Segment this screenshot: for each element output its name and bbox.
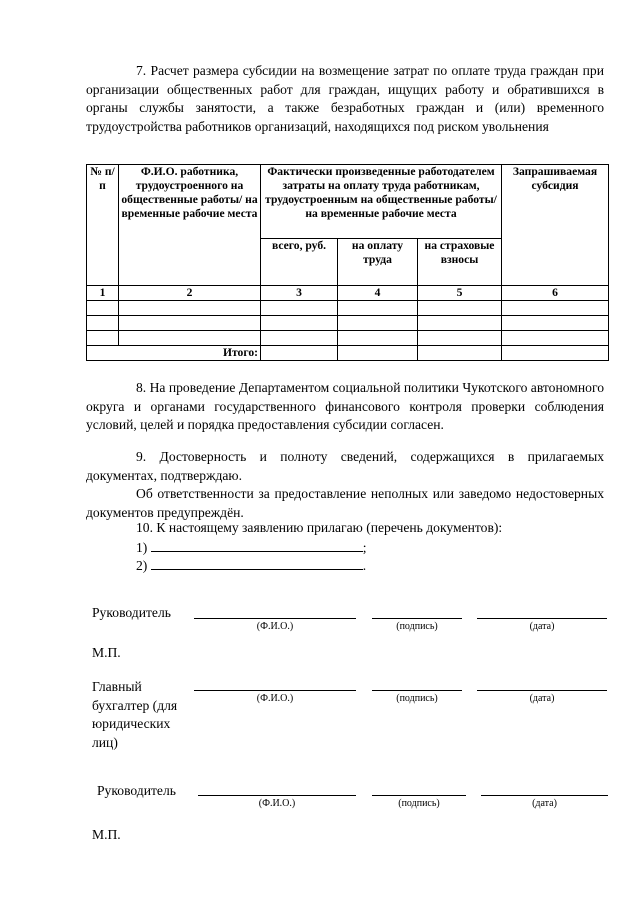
- head2-label: Руководитель: [97, 783, 176, 798]
- col-number: 6: [502, 286, 609, 301]
- header-actual-costs: Фактически произведенные работодателем затраты на оплату труда работникам, трудоустроенным на общественные работы/ на временные рабочие места: [261, 165, 502, 239]
- col-number: 5: [418, 286, 502, 301]
- total-row: [87, 346, 609, 361]
- head-fio-caption: (Ф.И.О.): [256, 621, 294, 632]
- table-cell[interactable]: [261, 316, 338, 331]
- accountant-fio-caption: (Ф.И.О.): [256, 693, 294, 704]
- table-cell[interactable]: [338, 331, 418, 346]
- column-number-row: [87, 286, 609, 301]
- table-row: [87, 316, 609, 331]
- header-requested-subsidy: Запрашиваемая субсидия: [502, 165, 609, 286]
- table-cell[interactable]: [119, 301, 261, 316]
- table-cell[interactable]: [338, 346, 418, 361]
- table-cell[interactable]: [87, 331, 119, 346]
- head2-sign-caption: (подпись): [398, 798, 440, 809]
- total-label: Итого:: [87, 346, 261, 361]
- head-sign-caption: (подпись): [396, 621, 438, 632]
- table-cell[interactable]: [338, 301, 418, 316]
- table-cell[interactable]: [502, 346, 609, 361]
- table-cell[interactable]: [502, 301, 609, 316]
- table-cell[interactable]: [338, 316, 418, 331]
- attachment-item-2-prefix: 2): [136, 558, 148, 573]
- accountant-sign-line[interactable]: [372, 690, 462, 691]
- col-number: 2: [119, 286, 261, 301]
- table-cell[interactable]: [418, 331, 502, 346]
- attachment-item-2-field[interactable]: [151, 555, 363, 570]
- accountant-label: Главный бухгалтер (для юридических лиц): [92, 679, 178, 750]
- section-7-text: 7. Расчет размера субсидии на возмещение затрат по оплате труда граждан при организации общественных работ для граждан, ищущих работу и обратившихся в органы службы занятости, а также безработных граждан и (или) временного трудоустройства работников организаций, находящихся под риском увольнения: [86, 63, 604, 134]
- table-cell[interactable]: [87, 316, 119, 331]
- table-cell[interactable]: [418, 316, 502, 331]
- head2-fio-caption: (Ф.И.О.): [258, 798, 296, 809]
- table-cell[interactable]: [119, 316, 261, 331]
- col-number: 1: [87, 286, 119, 301]
- attachment-item-1-suffix: ;: [362, 540, 367, 555]
- head-sign-line[interactable]: [372, 618, 462, 619]
- head-fio-line[interactable]: [194, 618, 356, 619]
- section-8-text: 8. На проведение Департаментом социальной политики Чукотского автономного округа и органами государственного финансового контроля проверки соблюдения условий, целей и порядка предоставления субсидии согласен.: [86, 380, 604, 433]
- stamp-label-2: М.П.: [92, 827, 121, 842]
- table-cell[interactable]: [418, 301, 502, 316]
- head-date-line[interactable]: [477, 618, 607, 619]
- section-10-text: 10. К настоящему заявлению прилагаю (перечень документов):: [136, 520, 503, 535]
- table-cell[interactable]: [502, 331, 609, 346]
- header-insurance: на страховые взносы: [418, 239, 502, 286]
- table-cell[interactable]: [502, 316, 609, 331]
- accountant-date-line[interactable]: [477, 690, 607, 691]
- head-label: Руководитель: [92, 605, 171, 620]
- attachment-item-2-suffix: .: [362, 558, 367, 573]
- head-date-caption: (дата): [529, 621, 555, 632]
- header-num: № п/п: [87, 165, 119, 286]
- head2-date-line[interactable]: [481, 795, 608, 796]
- header-fio: Ф.И.О. работника, трудоустроенного на общественные работы/ на временные рабочие места: [119, 165, 261, 286]
- accountant-fio-line[interactable]: [194, 690, 356, 691]
- header-total-rub: всего, руб.: [261, 239, 338, 286]
- header-labor: на оплату труда: [338, 239, 418, 286]
- table-cell[interactable]: [261, 346, 338, 361]
- attachment-item-1-field[interactable]: [151, 537, 363, 552]
- subsidy-calculation-table: [86, 164, 609, 361]
- section-9-text: 9. Достоверность и полноту сведений, содержащихся в прилагаемых документах, подтверждаю.: [86, 449, 604, 483]
- attachment-item-1-prefix: 1): [136, 540, 148, 555]
- accountant-date-caption: (дата): [529, 693, 555, 704]
- table-cell[interactable]: [261, 301, 338, 316]
- head2-sign-line[interactable]: [372, 795, 466, 796]
- stamp-label: М.П.: [92, 645, 121, 660]
- table-cell[interactable]: [261, 331, 338, 346]
- table-row: [87, 331, 609, 346]
- head2-fio-line[interactable]: [198, 795, 356, 796]
- attachment-item-2: [86, 555, 604, 576]
- table-cell[interactable]: [87, 301, 119, 316]
- responsibility-text: Об ответственности за предоставление неполных или заведомо недостоверных документов предупреждён.: [86, 486, 604, 520]
- accountant-sign-caption: (подпись): [396, 693, 438, 704]
- col-number: 3: [261, 286, 338, 301]
- head2-date-caption: (дата): [532, 798, 557, 809]
- table-cell[interactable]: [119, 331, 261, 346]
- col-number: 4: [338, 286, 418, 301]
- table-cell[interactable]: [418, 346, 502, 361]
- table-row: [87, 301, 609, 316]
